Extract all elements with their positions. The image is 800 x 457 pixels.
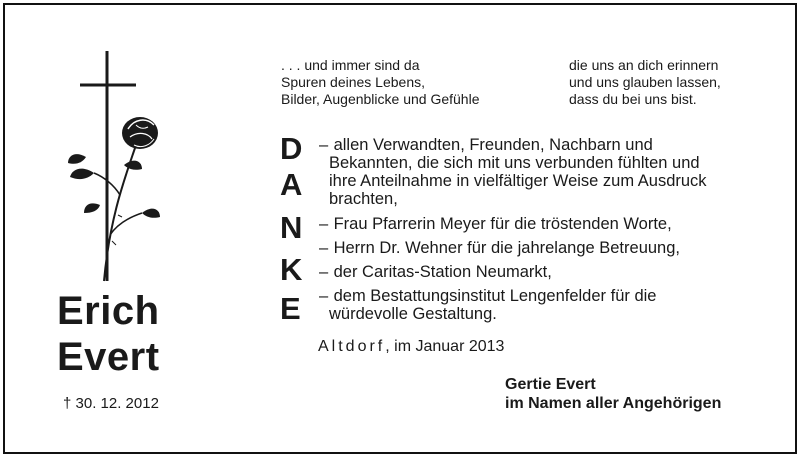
thanks-line: Bekannten, die sich mit uns verbunden fühlten und: [329, 154, 700, 172]
thanks-dash: –: [319, 215, 329, 233]
thanks-dash: –: [319, 136, 329, 154]
death-date: † 30. 12. 2012: [63, 395, 159, 412]
poem-line: die uns an dich erinnern: [569, 57, 719, 73]
poem-line: Bilder, Augenblicke und Gefühle: [281, 91, 480, 107]
thanks-item-relatives: [319, 136, 707, 208]
danke-letter-e: E: [280, 291, 301, 326]
signature-relation: im Namen aller Angehörigen: [505, 395, 722, 412]
danke-letter-k: K: [280, 252, 303, 287]
poem-line: . . . und immer sind da: [281, 57, 420, 73]
place-date: [318, 338, 504, 356]
thanks-item-funeral-home: [319, 287, 656, 323]
thanks-dash: –: [319, 263, 329, 281]
obituary-card: [3, 3, 797, 454]
thanks-dash: –: [319, 287, 329, 305]
danke-letter-d: D: [280, 131, 303, 166]
deceased-first-name: Erich: [57, 289, 160, 333]
date: , im Januar 2013: [385, 338, 505, 355]
thanks-item-caritas: [319, 263, 552, 281]
danke-letter-n: N: [280, 210, 303, 245]
signature: [505, 375, 721, 413]
thanks-item-doctor: [319, 239, 680, 257]
thanks-line: Frau Pfarrerin Meyer für die tröstenden Worte,: [333, 215, 672, 233]
poem-line: und uns glauben lassen,: [569, 74, 721, 90]
place: Altdorf: [318, 338, 386, 355]
signature-name: Gertie Evert: [505, 376, 596, 393]
poem-line: Spuren deines Lebens,: [281, 74, 425, 90]
thanks-line: würdevolle Gestaltung.: [329, 305, 497, 323]
danke-letter-a: A: [280, 167, 303, 202]
thanks-line: brachten,: [329, 190, 398, 208]
thanks-line: allen Verwandten, Freunden, Nachbarn und: [333, 136, 653, 154]
thanks-dash: –: [319, 239, 329, 257]
poem-line: dass du bei uns bist.: [569, 91, 697, 107]
deceased-last-name: Evert: [57, 335, 160, 379]
thanks-item-pastor: [319, 215, 672, 233]
thanks-line: ihre Anteilnahme in vielfältiger Weise zum Ausdruck: [329, 172, 707, 190]
poem-right: [569, 57, 721, 108]
poem-left: [281, 57, 479, 108]
cross-with-rose-icon: [60, 45, 170, 285]
thanks-line: Herrn Dr. Wehner für die jahrelange Betreuung,: [333, 239, 680, 257]
thanks-line: dem Bestattungsinstitut Lengenfelder für die: [333, 287, 657, 305]
deceased-name: [57, 288, 160, 380]
thanks-line: der Caritas-Station Neumarkt,: [333, 263, 552, 281]
